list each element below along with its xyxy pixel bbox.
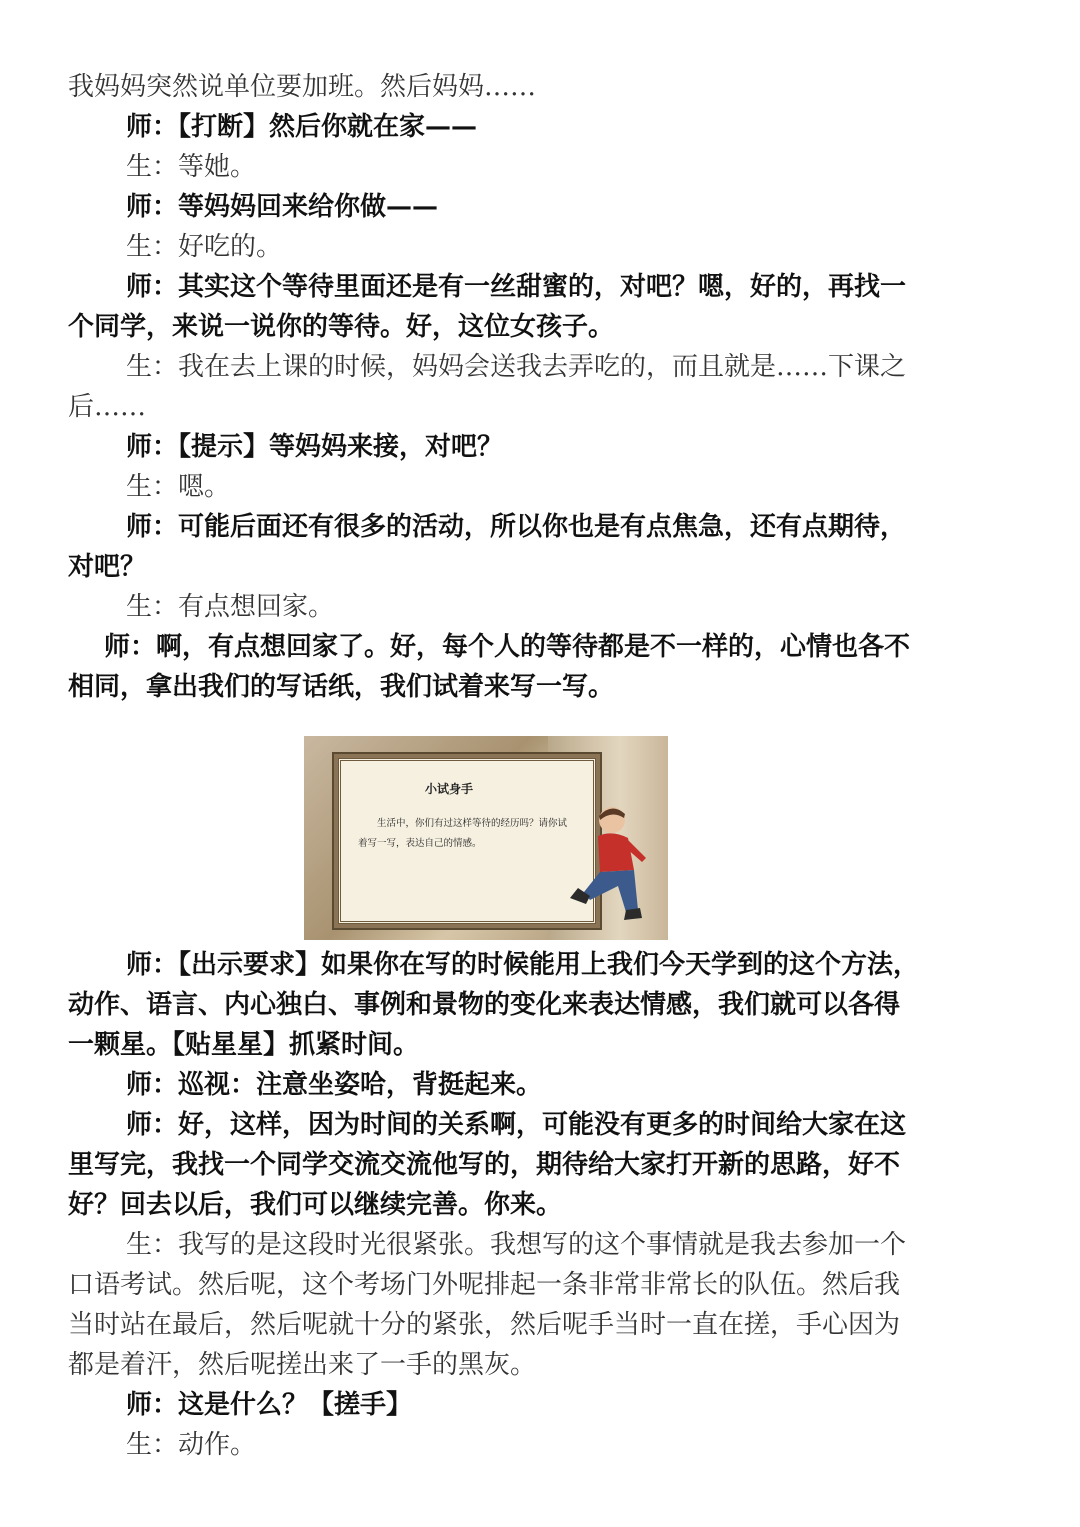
slide-title: 小试身手	[424, 782, 473, 796]
text-line: 都是着汗，然后呢搓出来了一手的黑灰。	[68, 1350, 537, 1380]
text-line: 师：可能后面还有很多的活动，所以你也是有点焦急，还有点期待，	[126, 512, 907, 542]
text-line: 生：我在去上课的时候，妈妈会送我去弄吃的，而且就是……下课之	[126, 352, 907, 382]
text-line: 好？回去以后，我们可以继续完善。你来。	[68, 1190, 563, 1220]
text-line: 里写完，我找一个同学交流交流他写的，期待给大家打开新的思路，好不	[68, 1150, 901, 1180]
text-line: 生：等她。	[126, 152, 257, 182]
text-line: 当时站在最后，然后呢就十分的紧张，然后呢手当时一直在搓，手心因为	[68, 1310, 901, 1340]
text-line: 后……	[68, 392, 147, 422]
text-line: 生：我写的是这段时光很紧张。我想写的这个事情就是我去参加一个	[126, 1230, 907, 1260]
text-line: 动作、语言、内心独白、事例和景物的变化来表达情感，我们就可以各得	[68, 990, 901, 1020]
text-line: 生：好吃的。	[126, 232, 283, 262]
text-line: 师：【提示】等妈妈来接，对吧？	[126, 432, 504, 462]
text-line: 生：嗯。	[126, 472, 231, 502]
text-line: 师：巡视：注意坐姿哈，背挺起来。	[126, 1070, 543, 1100]
text-line: 师：这是什么？【搓手】	[126, 1390, 413, 1420]
boy-illustration	[550, 800, 670, 940]
text-line: 师：等妈妈回来给你做——	[126, 192, 439, 222]
text-line: 相同，拿出我们的写话纸，我们试着来写一写。	[68, 672, 615, 702]
text-line: 师：其实这个等待里面还是有一丝甜蜜的，对吧？嗯，好的，再找一	[126, 272, 907, 302]
text-line: 生：有点想回家。	[126, 592, 335, 622]
text-line: 口语考试。然后呢，这个考场门外呢排起一条非常非常长的队伍。然后我	[68, 1270, 901, 1300]
text-line: 对吧？	[68, 552, 147, 582]
text-line: 生：动作。	[126, 1430, 257, 1460]
text-line: 师：【出示要求】如果你在写的时候能用上我们今天学到的这个方法，	[126, 950, 920, 980]
text-line: 师：好，这样，因为时间的关系啊，可能没有更多的时间给大家在这	[126, 1110, 907, 1140]
text-line: 一颗星。【贴星星】抓紧时间。	[68, 1030, 420, 1060]
text-line: 我妈妈突然说单位要加班。然后妈妈……	[68, 72, 537, 102]
text-line: 个同学，来说一说你的等待。好，这位女孩子。	[68, 312, 615, 342]
slide-body: 生活中，你们有过这样等待的经历吗？请你试着写一写，表达自己的情感。	[358, 818, 568, 849]
text-line: 师：啊，有点想回家了。好，每个人的等待都是不一样的，心情也各不	[104, 632, 911, 662]
text-line: 师：【打断】然后你就在家——	[126, 112, 478, 142]
